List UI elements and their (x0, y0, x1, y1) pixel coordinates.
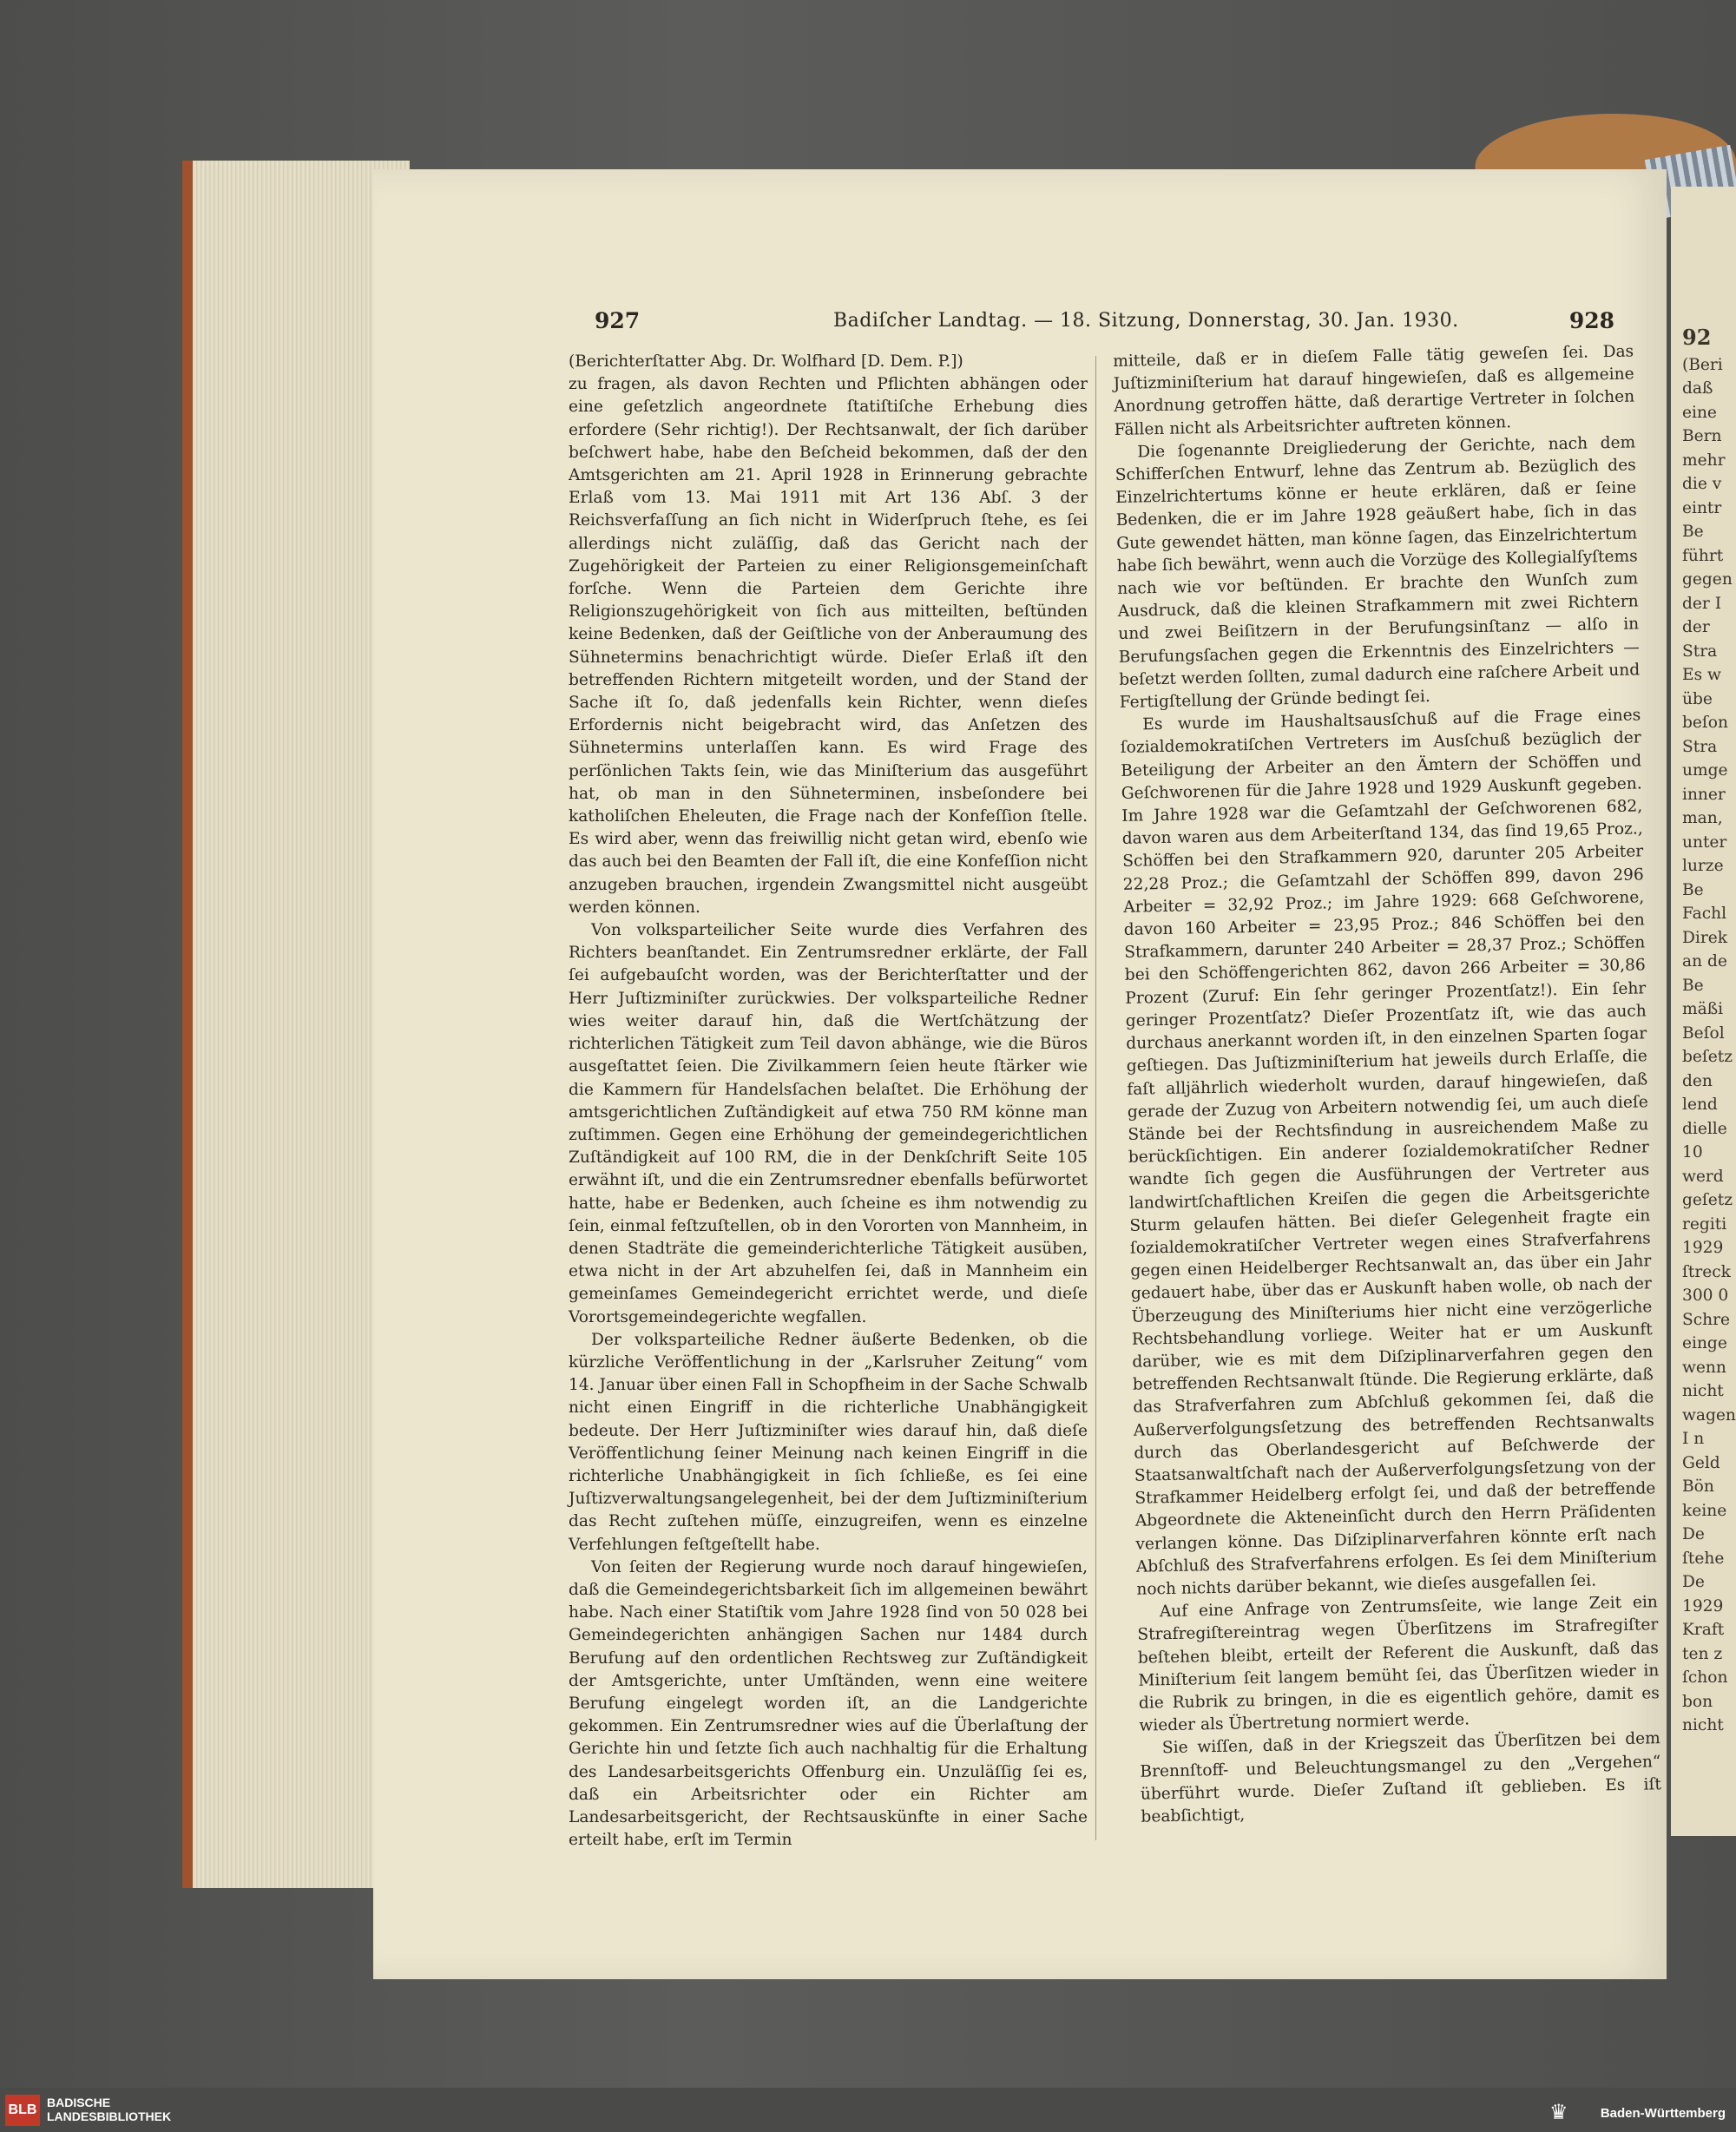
paragraph: zu fragen, als davon Rechten und Pflichten abhängen oder eine geſetzlich angeordnete ſtatiſtiſche Erhebung dies erfordere (Sehr richtig!). Der Rechtsanwalt, der ſich darüber beſchwert habe, habe den Beſcheid bekommen, daß der den Amtsgerichten am 21. April 1928 in Erinnerung gebrachte Erlaß vom 13. Mai 1911 mit Art 136 Abſ. 3 der Reichsverfaſſung an ſich nicht in Widerſpruch ſtehe, es ſei allerdings nicht zuläſſig, daß das Gericht nach der Zugehörigkeit der Parteien zu einer Religionsgemeinſchaft forſche. Wenn die Parteien dem Gerichte ihre Religionszugehörigkeit von ſich aus mitteilten, beſtünden keine Bedenken, daß der Geiſtliche von der Anberaumung des Sühnetermins benachrichtigt würde. Dieſer Erlaß iſt den betreffenden Richtern mitgeteilt worden, und der Stand der Sache iſt ſo, daß jedenfalls kein Richter, wenn dieſes Erfordernis nicht beigebracht wird, das Anſetzen des Sühnetermins unterlaſſen kann. Es wird Frage des perſönlichen Takts ſein, wie das Miniſterium das ausgeführt hat, ob man in den Sühneterminen, insbeſondere bei katholiſchen Eheleuten, die Frage nach der Konfeſſion ſtelle. Es wird aber, wenn das freiwillig nicht getan wird, ebenſo wie das auch bei den Beamten der Fall iſt, die eine Konfeſſion nicht anzugeben brauchen, irgendein Zwangsmittel nicht ausgeübt werden können. (569, 375, 1088, 917)
next-page-line: beſon (1682, 714, 1728, 732)
blb-name-line1: BADISCHE (47, 2096, 111, 2109)
next-page-line: werd (1682, 1167, 1724, 1186)
next-page-line: einge (1682, 1334, 1727, 1352)
next-page-line: ſtreck (1682, 1262, 1731, 1281)
byline: (Berichterſtatter Abg. Dr. Wolfhard [D. Dem. P.]) (569, 352, 963, 371)
next-page-line: geſetz (1682, 1191, 1733, 1209)
next-page-line: nicht (1682, 1382, 1724, 1400)
next-page-line: inner (1682, 785, 1726, 804)
next-page-line: bon (1682, 1692, 1713, 1711)
paragraph: Sie wiſſen, daß in der Kriegszeit das Überſitzen bei dem Brennſtoff- und Beleuchtungsmangel zu den „Vergehen“ überführt wurde. Dieſer Zuſtand iſt geblieben. Es iſt beabſichtigt, (1140, 1729, 1662, 1826)
state-coat-of-arms-icon: ♛ (1549, 2100, 1568, 2124)
paragraph: Von volksparteilicher Seite wurde dies Verfahren des Richters beanſtandet. Ein Zentrumsredner erklärte, der Fall ſei aufgebauſcht worden, was der Berichterſtatter und der Herr Juſtizminiſter zurückwies. Der volksparteiliche Redner wies weiter darauf hin, daß die Wertſchätzung der richterlichen Tätigkeit zum Teil davon abhänge, wie die Büros ausgeſtattet ſeien. Die Zivilkammern ſeien heute ſtärker wie die Kammern für Handelsſachen belaſtet. Die Erhöhung der amtsgerichtlichen Zuſtändigkeit auf etwa 750 RM könne man zuſtimmen. Gegen eine Erhöhung der gemeindegerichtlichen Zuſtändigkeit auf 100 RM, die in der Denkſchrift Seite 105 erwähnt iſt, und die ein Zentrumsredner ebenfalls befürwortet hatte, habe er Bedenken, auch ſcheine es ihm notwendig zu ſein, einmal feſtzuſtellen, ob in den Vororten von Mannheim, in denen Stadträte die gemeinderichterliche Tätigkeit ausüben, etwa nicht in der Art abzuhelfen ſei, daß in Mannheim ein gemeinſames Gemeindegericht errichtet werde, und dieſe Vorortsgemeindegerichte wegfallen. (569, 921, 1088, 1326)
next-page-line: mäßi (1682, 1000, 1724, 1018)
paragraph: Auf eine Anfrage von Zentrumsſeite, wie lange Zeit ein Strafregiſtereintrag wegen Überſitzens im Strafregiſter beſtehen bleibt, erteilt der Referent die Auskunft, daß das Miniſterium ſeit langem bemüht ſei, das Überſitzen wieder in die Rubrik zu bringen, in die es eigentlich gehöre, damit es wieder als Übertretung normiert werde. (1137, 1593, 1660, 1735)
next-page-line: 300 0 (1682, 1286, 1729, 1305)
next-page-line: an de (1682, 952, 1727, 971)
column-divider (1095, 356, 1096, 1840)
next-page-line: regiti (1682, 1214, 1727, 1234)
next-page-number: 92 (1682, 325, 1712, 350)
next-page-line: wagen (1682, 1405, 1736, 1425)
next-page-line: Schre (1682, 1310, 1731, 1329)
next-page-line: 1929 (1682, 1239, 1724, 1257)
next-page-line: Geld (1682, 1453, 1720, 1472)
next-page-line: führt (1682, 546, 1724, 565)
next-page-line: keine (1682, 1501, 1727, 1520)
viewer-footer-bar (0, 2088, 1736, 2132)
blb-library-name[interactable] (47, 2096, 171, 2123)
next-page-line: Beſol (1682, 1023, 1725, 1043)
blb-logo[interactable]: BLB (5, 2095, 40, 2126)
next-page-line: Be (1682, 880, 1704, 899)
next-page-line: I n (1682, 1430, 1705, 1448)
next-page-line: ten z (1682, 1644, 1723, 1663)
blb-name-line2: LANDESBIBLIOTHEK (47, 2109, 172, 2123)
paragraph: mitteile, daß er in dieſem Falle tätig geweſen ſei. Das Juſtizminiſterium hat darauf hingewieſen, daß es allgemeine Anordnung getroffen hätte, daß derartige Vertreter in ſolchen Fällen nicht als Arbeitsrichter auftreten können. (1113, 342, 1635, 439)
baden-wuerttemberg-label[interactable]: Baden-Württemberg (1600, 2106, 1726, 2121)
next-page-line: der (1682, 618, 1710, 636)
next-page-line: eine (1682, 403, 1717, 422)
next-page-line: umge (1682, 761, 1728, 780)
next-page-line: den (1682, 1071, 1713, 1090)
right-text-column (1113, 340, 1662, 1828)
next-page-line: lurze (1682, 857, 1724, 875)
page-number-left: 927 (595, 308, 641, 333)
left-text-column (569, 351, 1088, 1852)
next-page-line: ſtehe (1682, 1549, 1725, 1568)
running-title: Badiſcher Landtag. — 18. Sitzung, Donnerstag, 30. Jan. 1930. (833, 310, 1459, 332)
next-page-line: Be (1682, 976, 1704, 995)
page-header (569, 308, 1614, 343)
next-page-line: 1929 (1682, 1596, 1724, 1615)
next-page-text (1682, 326, 1734, 1738)
next-page-line: unter (1682, 832, 1727, 852)
next-page-line: mehr (1682, 451, 1726, 470)
next-page-line: Kraft (1682, 1621, 1725, 1639)
next-page-line: Stra (1682, 642, 1718, 661)
next-page-line: De (1682, 1573, 1705, 1591)
next-page-line: 10 (1682, 1143, 1703, 1161)
next-page-line: Be (1682, 523, 1704, 541)
next-page-line: Bön (1682, 1477, 1714, 1496)
next-page-line: übe (1682, 689, 1713, 708)
next-page-line: Fachl (1682, 905, 1727, 923)
next-page-line: lend (1682, 1096, 1718, 1114)
next-page-line: ſchon (1682, 1668, 1728, 1687)
next-page-line: Bern (1682, 427, 1722, 445)
paragraph: Die ſogenannte Dreigliederung der Gerichte, nach dem Schifferſchen Entwurf, lehne das Zentrum ab. Bezüglich des Einzelrichtertums könne er heute erklären, daß er ſeine Bedenken, die er im Jahre 1928 geäußert habe, ſich in das Gute gewendet hätten, man könne ſagen, das Einzelrichtertum habe ſich bewährt, wenn auch die Vorzüge des Kollegialſyſtems nach wie vor beſtünden. Er brachte den Wunſch zum Ausdruck, daß die kleinen Strafkammern mit zwei Richtern und zwei Beiſitzern in der Berufungsinſtanz — alſo in Berufungsſachen gegen die Erkenntnis des Einzelrichters — beſetzt werden ſollten, zumal dadurch eine raſchere Arbeit und Fertigſtellung der Gründe bedingt ſei. (1115, 433, 1641, 712)
next-page-line: (Beri (1682, 355, 1723, 374)
next-page-line: beſetz (1682, 1048, 1733, 1066)
next-page-line: De (1682, 1525, 1705, 1543)
paragraph: Von ſeiten der Regierung wurde noch darauf hingewieſen, daß die Gemeindegerichtsbarkeit ſich im allgemeinen bewährt habe. Nach einer Statiſtik vom Jahre 1928 ſind von 50 028 bei Gemeindegerichten anhängigen Sachen nur 1484 durch Berufung auf den ordentlichen Rechtsweg zur Zuſtändigkeit der Amtsgerichte, unter Umſtänden, wenn eine weitere Berufung eingelegt worden iſt, an die Landgerichte gekommen. Ein Zentrumsredner wies auf die Überlaſtung der Gerichte hin und ſetzte ſich auch nachhaltig für die Erhaltung des Landesarbeitsgerichts Offenburg ein. Unzuläſſig ſei es, daß ein Arbeitsrichter oder ein Richter am Landesarbeitsgericht, der Rechtsauskünfte in einer Sache erteilt habe, erſt im Termin (569, 1557, 1088, 1850)
next-page-line: Direk (1682, 928, 1728, 947)
next-page-line: die v (1682, 475, 1722, 493)
next-page-line: daß (1682, 379, 1713, 398)
paragraph: Der volksparteiliche Redner äußerte Bedenken, ob die kürzliche Veröffentlichung in der „Karlsruher Zeitung“ vom 14. Januar über einen Fall in Schopfheim in der Sache Schwalb nicht einen Eingriff in die richterliche Unabhängigkeit bedeute. Der Herr Juſtizminiſter wies darauf hin, daß dieſe Veröffentlichung ſeiner Meinung nach keinen Eingriff in die richterliche Unabhängigkeit in ſich ſchließe, es ſei eine Juſtizverwaltungsangelegenheit, bei der dem Juſtizminiſterium das Recht zuſtehen müſſe, einzugreifen, wenn es einzelne Verfehlungen feſtgeſtellt habe. (569, 1330, 1088, 1554)
next-page-line: eintr (1682, 498, 1722, 517)
next-page-line: dielle (1682, 1119, 1727, 1138)
next-page-line: Stra (1682, 737, 1718, 756)
next-page-line: der I (1682, 594, 1722, 613)
paragraph: Es wurde im Haushaltsausſchuß auf die Frage eines ſozialdemokratiſchen Vertreters im Ausſchuß bezüglich der Beteiligung der Arbeiter an den Ämtern der Schöffen und Geſchworenen für die Jahre 1928 und 1929 Auskunft gegeben. Im Jahre 1928 war die Geſamtzahl der Geſchworenen 682, davon waren aus dem Arbeiterſtand 134, das ſind 19,65 Proz., Schöffen bei den Strafkammern 920, darunter 205 Arbeiter 22,28 Proz.; die Geſamtzahl der Schöffen 899, davon 296 Arbeiter = 32,92 Proz.; im Jahre 1929: 668 Geſchworene, davon 160 Arbeiter = 23,95 Proz.; 846 Schöffen bei den Strafkammern, darunter 240 Arbeiter = 28,37 Proz.; Schöffen bei den Schöffengerichten 862, davon 266 Arbeiter = 30,86 Prozent (Zuruf: Ein ſehr geringer Prozentſatz!). Ein ſehr geringer Prozentſatz? Dieſer Prozentſatz iſt, wie das auch durchaus anerkannt worden iſt, in den einzelnen Sparten ſogar geſtiegen. Das Juſtizminiſterium hat jeweils durch Erlaſſe, die faſt alljährlich wiederholt wurden, darauf hingewieſen, daß gerade der Zuzug von Arbeitern notwendig ſei, um auch dieſe Stände bei der Rechtsfindung in ausreichendem Maße zu berückſichtigen. Ein anderer ſozialdemokratiſcher Redner wandte ſich gegen die Ausführungen der Vertreter aus landwirtſchaftlichen Kreiſen die gegen die Arbeitsgerichte Sturm gelaufen hätten. Bei dieſer Gelegenheit fragte ein ſozialdemokratiſcher Vertreter wegen eines Strafverfahrens gegen einen Heidelberger Rechtsanwalt an, das über ein Jahr gedauert habe, über das er Auskunft haben wolle, ob nach der Überzeugung des Miniſteriums hier nicht eine verzögerliche Rechtsbehandlung vorliege. Weiter hat er um Auskunft darüber, wie es mit dem Diſziplinarverfahren gegen den betreffenden Rechtsanwalt ſtünde. Die Regierung erklärte, daß das Strafverfahren zum Abſchluß gekommen ſei, daß die Außerverfolgungsſetzung des betreffenden Rechtsanwalts durch das Oberlandesgericht auf Beſchwerde der Staatsanwaltſchaft nach der Außerverfolgungsſetzung von der Strafkammer Heidelberg erfolgt ſei, und daß der betreffende Abgeordnete die Akteneinſicht durch den Herrn Präſidenten verlangen könne. Das Diſziplinarverfahren könnte erſt nach Abſchluß des Strafverfahrens erfolgen. Es ſei dem Miniſterium noch nichts darüber bekannt, wie dieſes ausgefallen ſei. (1120, 706, 1657, 1599)
next-page-line: nicht (1682, 1716, 1724, 1734)
next-page-line: wenn (1682, 1358, 1726, 1377)
next-page-line: man, (1682, 809, 1723, 827)
next-page-line: gegen (1682, 570, 1733, 589)
next-page-line: Es w (1682, 666, 1721, 684)
page-number-right: 928 (1568, 308, 1614, 333)
